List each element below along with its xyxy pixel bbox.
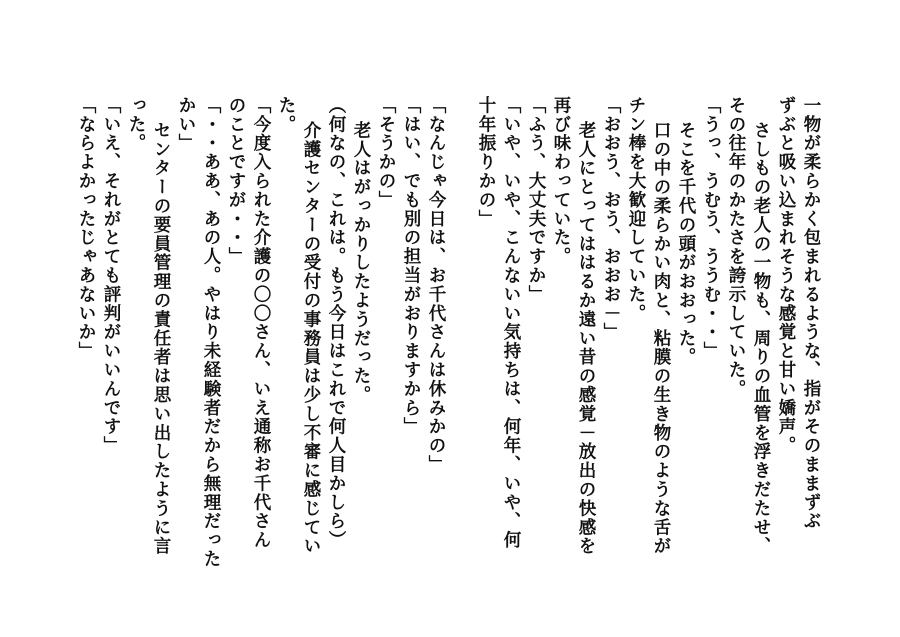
text-line: 「はい、でも別の担当がおりますから」 — [401, 96, 421, 437]
text-line: った。 — [126, 96, 146, 153]
text-line: さしもの老人の一物も、周りの血管を浮きだたせ、 — [751, 121, 771, 556]
text-line: 再び味わっていた。 — [551, 96, 571, 267]
text-line: 「うっ、うむう、ううむ・・」 — [701, 96, 721, 361]
text-line: た。 — [276, 96, 296, 134]
text-line: ずぶと吸い込まれそうな感覚と甘い嬌声。 — [776, 96, 796, 456]
text-line: 一物が柔らかく包まれるような、指がそのままずぶ — [801, 96, 821, 531]
text-line: 老人はがっかりしたようだった。 — [351, 121, 371, 405]
text-line: チン棒を大歓迎していた。 — [626, 96, 646, 323]
text-line: そこを千代の頭がおおった。 — [676, 121, 696, 367]
text-line: 老人にとってははるか遠い昔の感覚－放出の快感を — [576, 121, 596, 556]
text-line: 「ならよかったじゃあないか」 — [76, 96, 96, 361]
text-line: 介護センターの受付の事務員は少し不審に感じてい — [301, 121, 321, 556]
text-line: 「なんじゃ今日は、お千代さんは休みかの」 — [426, 96, 446, 474]
text-line: 「今度入られた介護の〇〇さん、いえ通称お千代さん — [251, 96, 271, 550]
text-line: 口の中の柔らかい肉と、粘膜の生き物のような舌が — [651, 121, 671, 556]
text-line: 「いや、いや、こんないい気持ちは、何年、いや、何 — [501, 96, 521, 550]
text-line: 「おおう、おう、おおお－」 — [601, 96, 621, 342]
text-line: のことですが・・」 — [226, 96, 246, 267]
text-line: 「いえ、それがとても評判がいいんです」 — [101, 96, 121, 456]
text-line: 十年振りかの」 — [476, 96, 496, 229]
text-line: 「そうかの」 — [376, 96, 396, 210]
text-line: 「・・ああ、あの人。やはり未経験者だから無理だった — [201, 96, 221, 569]
text-line: かい」 — [176, 96, 196, 153]
text-line: 「ふう、大丈夫ですか」 — [526, 96, 546, 304]
text-line: センターの要員管理の責任者は思い出したように言 — [151, 121, 171, 556]
text-line: （何なの、これは。もう今日はこれで何人目かしら） — [326, 96, 346, 550]
text-line: その往年のかたさを誇示していた。 — [726, 96, 746, 399]
